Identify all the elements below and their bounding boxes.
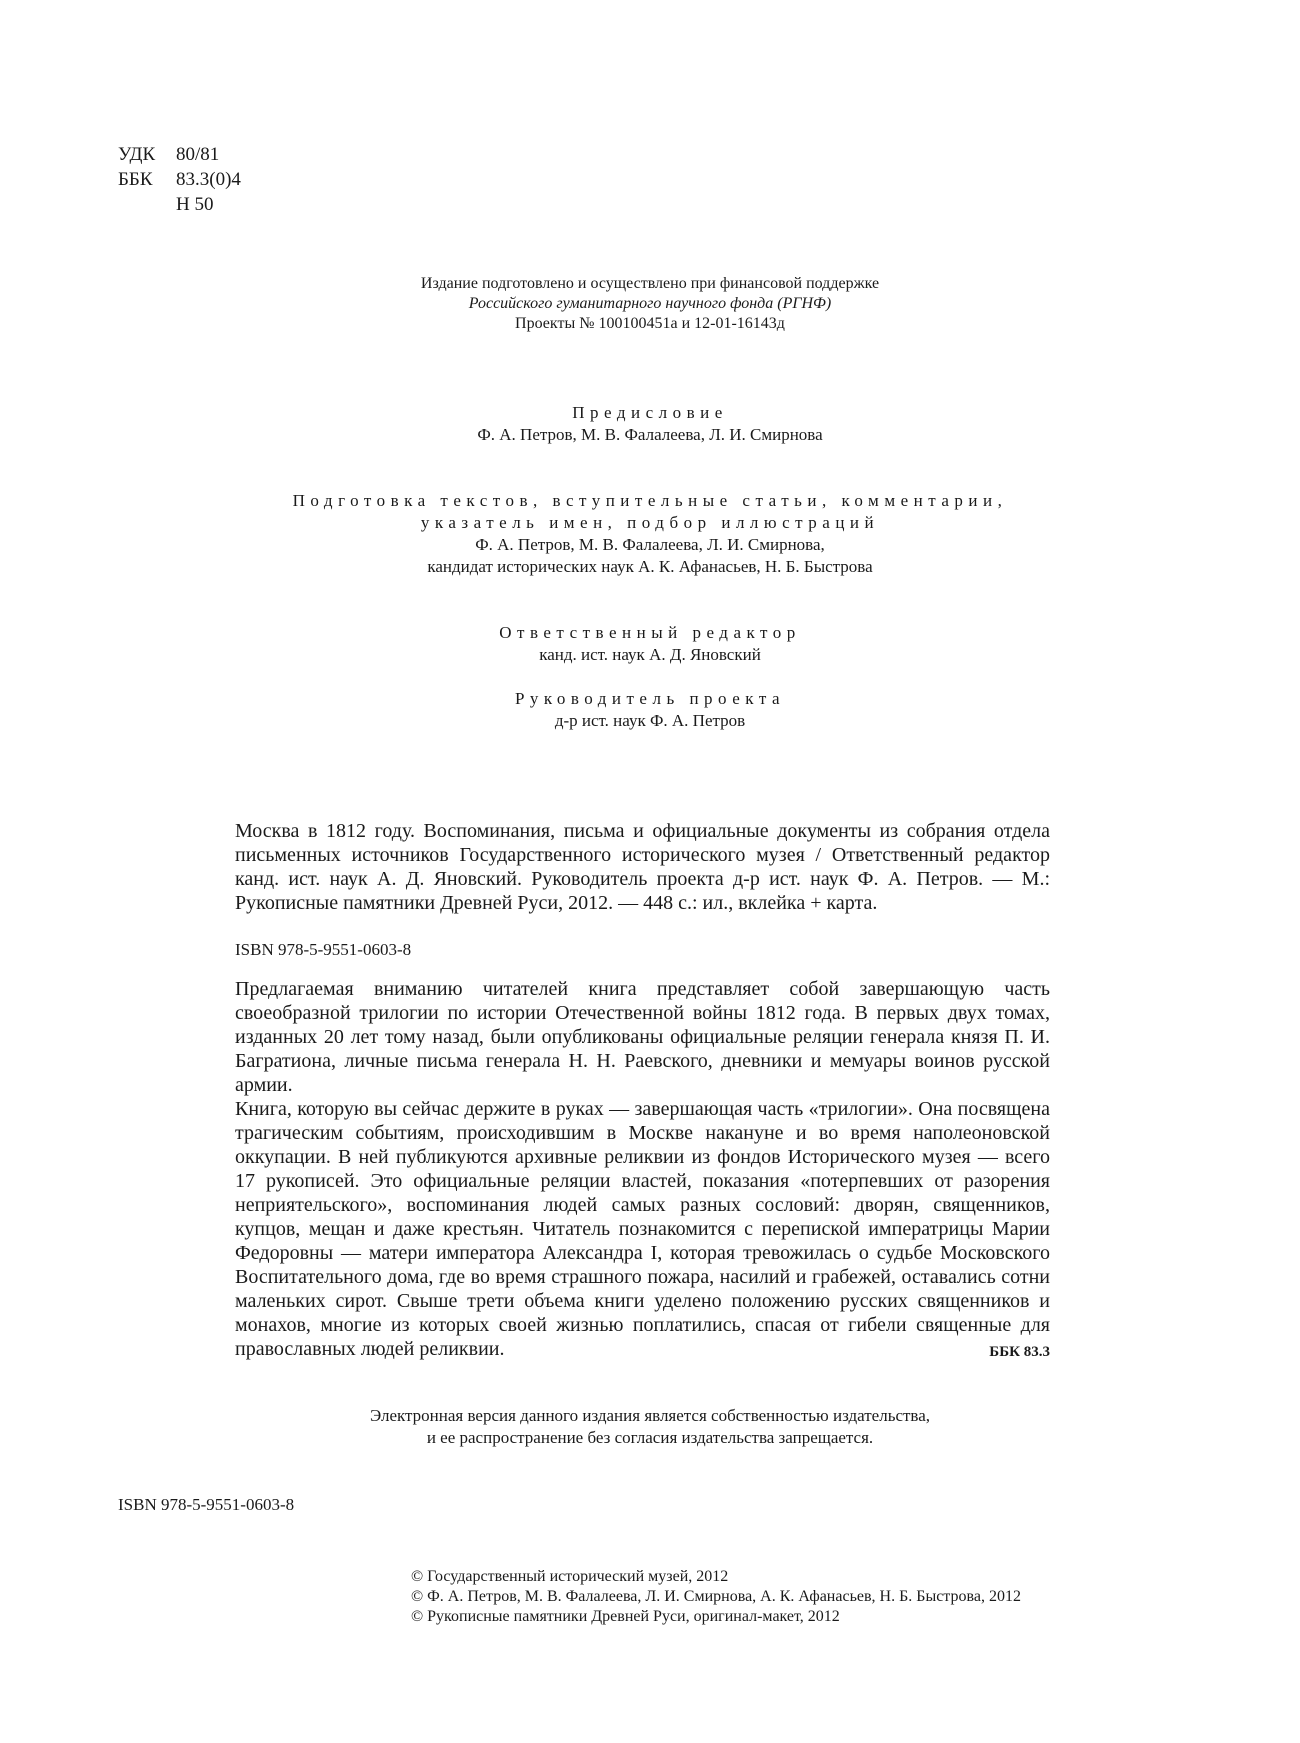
copyright-block	[411, 1567, 1021, 1627]
preface-names: Ф. А. Петров, М. В. Фалалеева, Л. И. Смирнова	[477, 425, 823, 444]
bibliographic-entry	[235, 819, 1050, 915]
isbn-bottom: ISBN 978-5-9551-0603-8	[118, 1495, 295, 1514]
bbk-key: ББК	[118, 169, 153, 190]
annotation-paragraph-2: Книга, которую вы сейчас держите в руках — завершающая часть «трилогии». Она посвящена трагическим событиям, происходившим в Москве накануне и во время наполеоновской оккупации. В ней публикуются архивные реликвии из фондов Исторического музея — всего 17 рукописей. Это официальные реляции властей, показания «потерпевших от разорения неприятельского», воспоминания людей самых разных сословий: дворян, священников, купцов, мещан и даже крестьян. Читатель познакомится с перепиской императрицы Марии Федоровны — матери императора Александра I, которая тревожилась о судьбе Московского Воспитательного дома, где во время страшного пожара, насилий и грабежей, оставались сотни маленьких сирот. Свыше трети объема книги уделено положению русских священников и монахов, многие из которых своей жизнью поплатились, спасая от гибели священные для православных людей реликвии.	[235, 1098, 1050, 1360]
project-lead-role: Руководитель проекта	[514, 689, 786, 708]
preparation-role-line-2: указатель имен, подбор иллюстраций	[420, 513, 880, 532]
copyright-line: © Рукописные памятники Древней Руси, оригинал-макет, 2012	[411, 1608, 840, 1625]
annotation	[235, 977, 1050, 1361]
editor-name: канд. ист. наук А. Д. Яновский	[539, 645, 761, 664]
electronic-notice	[0, 1405, 1300, 1449]
electronic-notice-line-2: и ее распространение без согласия издательства запрещается.	[426, 1428, 874, 1447]
preface-credit	[0, 402, 1300, 446]
copyright-line: © Ф. А. Петров, М. В. Фалалеева, Л. И. Смирнова, А. К. Афанасьев, Н. Б. Быстрова, 2012	[411, 1588, 1021, 1605]
bbk-code: ББК 83.3	[989, 1344, 1050, 1360]
editor-role: Ответственный редактор	[499, 623, 801, 642]
support-notice	[0, 274, 1300, 334]
preface-role: Предисловие	[572, 403, 728, 422]
preparation-names-line-1: Ф. А. Петров, М. В. Фалалеева, Л. И. Смирнова,	[475, 535, 825, 554]
bbk-row	[118, 167, 241, 192]
project-lead-credit	[0, 688, 1300, 732]
udk-row	[118, 142, 241, 167]
isbn-inline: ISBN 978-5-9551-0603-8	[235, 940, 412, 959]
classification-block	[118, 142, 241, 217]
editor-credit	[0, 622, 1300, 666]
preparation-role-line-1: Подготовка текстов, вступительные статьи, комментарии,	[292, 491, 1008, 510]
project-lead-name: д-р ист. наук Ф. А. Петров	[554, 711, 746, 730]
author-mark-value: Н 50	[176, 194, 214, 215]
udk-key: УДК	[118, 144, 156, 165]
preparation-credit	[0, 490, 1300, 578]
electronic-notice-line-1: Электронная версия данного издания является собственностью издательства,	[369, 1406, 931, 1425]
annotation-paragraph-1: Предлагаемая вниманию читателей книга представляет собой завершающую часть своеобразной трилогии по истории Отечественной войны 1812 года. В первых двух томах, изданных 20 лет тому назад, были опубликованы официальные реляции генерала князя П. И. Багратиона, личные письма генерала Н. Н. Раевского, дневники и мемуары воинов русской армии.	[235, 978, 1050, 1096]
bbk-value: 83.3(0)4	[176, 169, 241, 190]
bibliographic-entry-text: Москва в 1812 году. Воспоминания, письма и официальные документы из собрания отдела письменных источников Государственного исторического музея / Ответственный редактор канд. ист. наук А. Д. Яновский. Руководитель проекта д-р ист. наук Ф. А. Петров. — М.: Рукописные памятники Древней Руси, 2012. — 448 с.: ил., вклейка + карта.	[235, 820, 1050, 914]
support-line-1: Издание подготовлено и осуществлено при финансовой поддержке	[420, 275, 880, 292]
author-mark-key	[118, 192, 176, 217]
preparation-names-line-2: кандидат исторических наук А. К. Афанасьев, Н. Б. Быстрова	[427, 557, 873, 576]
copyright-line: © Государственный исторический музей, 2012	[411, 1568, 729, 1585]
support-line-3: Проекты № 100100451а и 12-01-16143д	[515, 315, 785, 332]
author-mark-row	[118, 192, 241, 217]
support-line-2: Российского гуманитарного научного фонда (РГНФ)	[468, 295, 832, 312]
udk-value: 80/81	[176, 144, 220, 165]
